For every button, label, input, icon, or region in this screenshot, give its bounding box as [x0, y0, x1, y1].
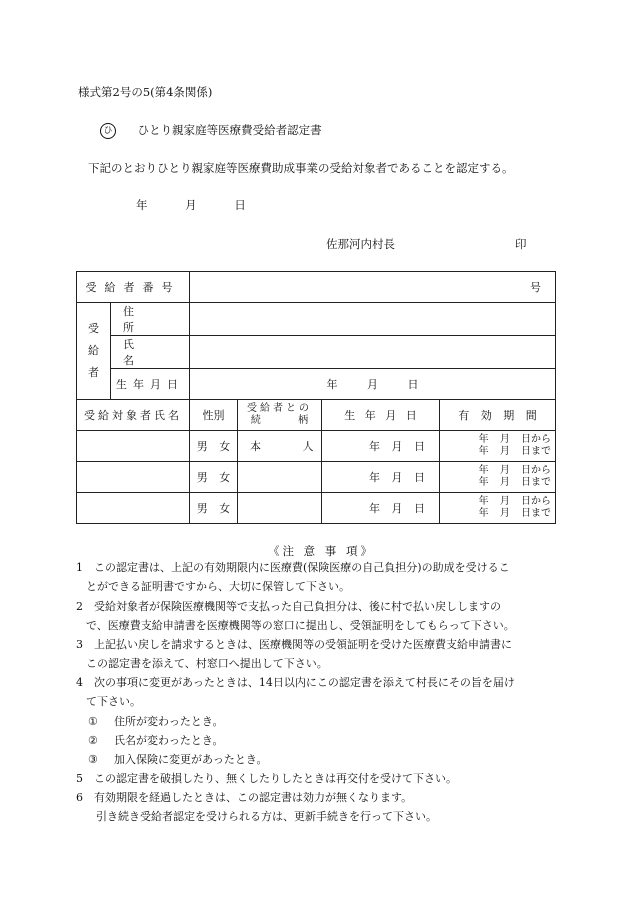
- sub-item: ① 住所が変わったとき。: [88, 715, 224, 728]
- header-sex: 性別: [190, 400, 238, 431]
- sub-item: ② 氏名が変わったとき。: [88, 734, 224, 747]
- target-name-field[interactable]: [77, 462, 190, 493]
- seal-mark: 印: [515, 237, 527, 251]
- header-target-name: 受給対象者氏名: [77, 400, 190, 431]
- target-birth-field[interactable]: 年 月 日: [322, 493, 440, 524]
- notes-heading: 《注 意 事 項》: [268, 544, 375, 558]
- recipient-no-label: 受給者番号: [77, 272, 190, 303]
- validity-field[interactable]: 年 月 日から 年 月 日まで: [440, 493, 556, 524]
- table-row: [77, 462, 556, 493]
- address-label: 住所: [111, 303, 190, 336]
- form-number: 様式第2号の5(第4条関係): [78, 85, 213, 99]
- issuer-name: 佐那河内村長: [326, 237, 395, 251]
- note-item: 3 上記払い戻しを請求するときは、医療機関等の受領証明を受けた医療費支給申請書に: [76, 638, 512, 651]
- note-continuation: で、医療費支給申請書を医療機関等の窓口に提出し、受領証明をしてもらって下さい。: [86, 619, 515, 632]
- target-name-field[interactable]: [77, 493, 190, 524]
- document-title-row: [100, 122, 322, 139]
- target-birth-field[interactable]: 年 月 日: [322, 462, 440, 493]
- recipient-no-field[interactable]: 号: [190, 272, 556, 303]
- note-continuation: とができる証明書ですから、大切に保管して下さい。: [86, 580, 350, 593]
- sex-field[interactable]: 男 女: [190, 431, 238, 462]
- note-continuation: て下さい。: [86, 695, 141, 708]
- note-item: 2 受給対象者が保険医療機関等で支払った自己負担分は、後に村で払い戻ししますの: [76, 600, 501, 613]
- target-birth-field[interactable]: 年 月 日: [322, 431, 440, 462]
- document-title: ひとり親家庭等医療費受給者認定書: [137, 123, 322, 137]
- table-row: [77, 493, 556, 524]
- sub-item: ③ 加入保険に変更があったとき。: [88, 753, 268, 766]
- note-item: 5 この認定書を破損したり、無くしたりしたときは再交付を受けて下さい。: [76, 772, 457, 785]
- relation-field[interactable]: [238, 493, 322, 524]
- sex-field[interactable]: 男 女: [190, 493, 238, 524]
- header-relation: 受給者との 続 柄: [238, 400, 322, 431]
- target-name-field[interactable]: [77, 431, 190, 462]
- recipient-group-label: 受 給 者: [77, 303, 111, 400]
- header-validity: 有 効 期 間: [440, 400, 556, 431]
- intro-text: 下記のとおりひとり親家庭等医療費助成事業の受給対象者であることを認定する。: [88, 161, 514, 175]
- name-field[interactable]: [190, 336, 556, 369]
- circle-mark-icon: ひ: [100, 123, 116, 139]
- note-item: 6 有効期限を経過したときは、この認定書は効力が無くなります。: [76, 791, 413, 804]
- date-year-label: 年: [136, 198, 150, 212]
- note-item: 4 次の事項に変更があったときは、14日以内にこの認定書を添えて村長にその旨を届け: [76, 676, 515, 689]
- sex-field[interactable]: 男 女: [190, 462, 238, 493]
- note-continuation: 引き続き受給者認定を受けられる方は、更新手続きを行って下さい。: [96, 810, 437, 823]
- header-birth: 生 年 月 日: [322, 400, 440, 431]
- relation-field[interactable]: 本 人: [238, 431, 322, 462]
- table-row: [77, 431, 556, 462]
- relation-field[interactable]: [238, 462, 322, 493]
- recipient-table: [76, 271, 556, 524]
- date-month-label: 月: [185, 198, 199, 212]
- note-item: 1 この認定書は、上記の有効期限内に医療費(保険医療の自己負担分)の助成を受けるこ: [76, 561, 510, 574]
- note-continuation: この認定書を添えて、村窓口へ提出して下さい。: [86, 657, 328, 670]
- name-label: 氏名: [111, 336, 190, 369]
- validity-field[interactable]: 年 月 日から 年 月 日まで: [440, 462, 556, 493]
- issue-date: [136, 197, 278, 213]
- validity-field[interactable]: 年 月 日から 年 月 日まで: [440, 431, 556, 462]
- address-field[interactable]: [190, 303, 556, 336]
- date-day-label: 日: [234, 198, 248, 212]
- birth-label: 生年月日: [111, 369, 190, 400]
- birth-field[interactable]: 年 月 日: [190, 369, 556, 400]
